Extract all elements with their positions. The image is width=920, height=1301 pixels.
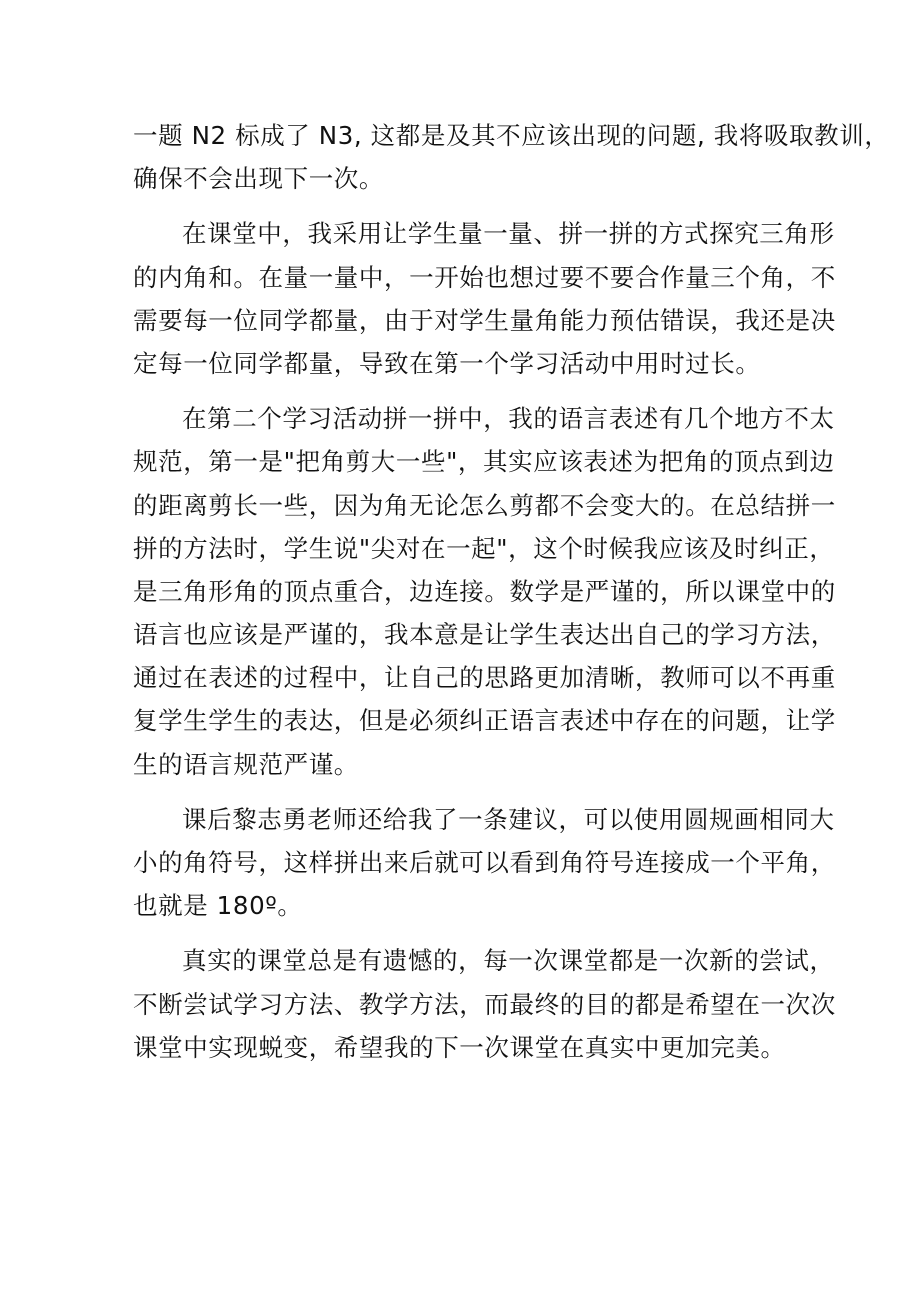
text-line: 拼的方法时，学生说"尖对在一起"，这个时候我应该及时纠正， xyxy=(133,533,835,563)
text-line: 真实的课堂总是有遗憾的，每一次课堂都是一次新的尝试， xyxy=(182,946,835,976)
text-line: 通过在表述的过程中，让自己的思路更加清晰，教师可以不再重 xyxy=(133,663,836,693)
text-line: 课堂中实现蜕变，希望我的下一次课堂在真实中更加完美。 xyxy=(133,1032,786,1062)
text-line: 一题 N2 标成了 N3, 这都是及其不应该出现的问题, 我将吸取教训， xyxy=(133,121,890,150)
text-line: 需要每一位同学都量，由于对学生量角能力预估错误，我还是决 xyxy=(133,305,836,335)
paragraph-2 xyxy=(133,212,836,385)
text-line: 不断尝试学习方法、教学方法，而最终的目的都是希望在一次次 xyxy=(133,989,836,1019)
paragraph-5 xyxy=(133,939,836,1069)
text-line: 确保不会出现下一次。 xyxy=(133,164,384,194)
text-line: 也就是 180º。 xyxy=(133,891,303,921)
text-line: 语言也应该是严谨的，我本意是让学生表达出自己的学习方法， xyxy=(133,620,836,650)
text-line: 的内角和。在量一量中，一开始也想过要不要合作量三个角，不 xyxy=(133,262,836,292)
text-line: 的距离剪长一些，因为角无论怎么剪都不会变大的。在总结拼一 xyxy=(133,490,836,520)
text-line: 规范，第一是"把角剪大一些"，其实应该表述为把角的顶点到边 xyxy=(133,447,835,477)
text-line: 在课堂中，我采用让学生量一量、拼一拼的方式探究三角形 xyxy=(182,219,835,249)
paragraph-4 xyxy=(133,798,836,928)
text-line: 课后黎志勇老师还给我了一条建议，可以使用圆规画相同大 xyxy=(182,804,835,834)
text-line: 复学生学生的表达，但是必须纠正语言表述中存在的问题，让学 xyxy=(133,706,836,736)
text-line: 生的语言规范严谨。 xyxy=(133,749,359,779)
text-line: 在第二个学习活动拼一拼中，我的语言表述有几个地方不太 xyxy=(182,404,835,434)
paragraph-1 xyxy=(133,114,890,200)
text-line: 小的角符号，这样拼出来后就可以看到角符号连接成一个平角， xyxy=(133,848,836,877)
paragraph-3 xyxy=(133,397,836,786)
text-line: 是三角形角的顶点重合，边连接。数学是严谨的，所以课堂中的 xyxy=(133,576,836,606)
text-line: 定每一位同学都量，导致在第一个学习活动中用时过长。 xyxy=(133,348,761,378)
body-text xyxy=(133,114,890,1081)
